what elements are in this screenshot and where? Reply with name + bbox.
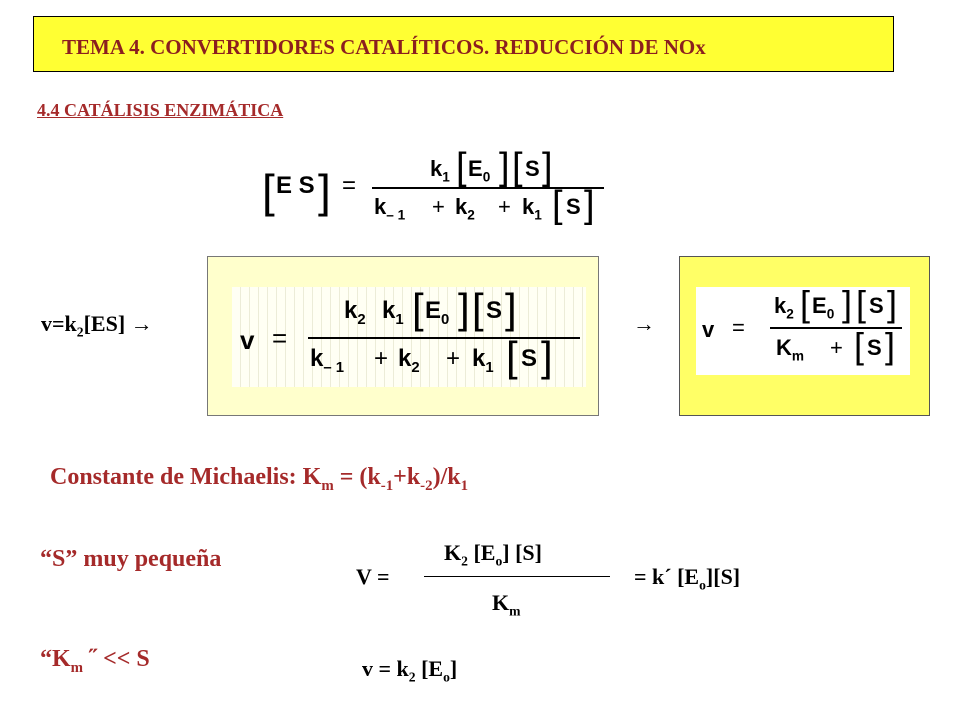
case1-numerator: $K_2$ $[E_o]$ [S]	[444, 540, 542, 569]
full-rate-equation: v = $k_2$ $k_1$ [ $E_0$ ] [ S ] $k_{- 1}$ + $k_2$ + $k_1$ [ S ]	[232, 287, 586, 387]
arrow-icon: →	[130, 311, 153, 336]
case1-fraction-line	[424, 576, 610, 577]
case-large-s-label: “$K_m$ ˝ << S	[40, 646, 150, 676]
case2-result: $v = k_2$ $[E_o]$	[362, 656, 458, 685]
equals-sign: =	[342, 172, 357, 199]
num-k: $k_1$	[430, 156, 450, 185]
case1-denominator: $K_m$	[492, 590, 521, 619]
arrow-icon: →	[633, 311, 655, 336]
es-equation: [ E S ] = $k_1$ [ $E_0$ ] [ S ] $k_{- 1}$ + $k_2$ + $k_1$ [ S ]	[262, 150, 607, 228]
case1-result: = k´ $[E_o][S]$	[634, 564, 741, 593]
title-banner	[33, 16, 894, 72]
fraction-line	[770, 327, 902, 329]
num-s: S	[525, 156, 540, 181]
michaelis-menten-equation: v = $k_2$ [ $E_0$ ] [ S ] $K_m$ + [ S ]	[696, 287, 910, 375]
slide-title: TEMA 4. CONVERTIDORES CATALÍTICOS. REDUCCIÓN DE NOx	[62, 35, 706, 59]
full-rate-box	[207, 256, 599, 416]
bracket-open: [	[262, 165, 275, 217]
num-e: $E_0$	[468, 156, 491, 185]
den-k1: $k_1$	[522, 194, 542, 223]
rate-law: $v=k_2[ES]$ →	[41, 311, 153, 340]
michaelis-constant: Constante de Michaelis: $K_m = (k_{-1}+k_{-2})/k_1$	[50, 464, 469, 494]
case1-v: V =	[356, 564, 390, 589]
es-lhs: E S	[276, 172, 315, 199]
section-title: 4.4 CATÁLISIS ENZIMÁTICA	[37, 100, 284, 120]
fraction-line	[372, 187, 604, 189]
den-k2: $k_2$	[455, 194, 475, 223]
simplified-rate-box	[679, 256, 930, 416]
case-small-s-label: “S” muy pequeña	[40, 546, 222, 572]
bracket-close: ]	[318, 165, 331, 217]
fraction-line	[308, 337, 580, 339]
den-k-1: $k_{- 1}$	[374, 194, 406, 223]
